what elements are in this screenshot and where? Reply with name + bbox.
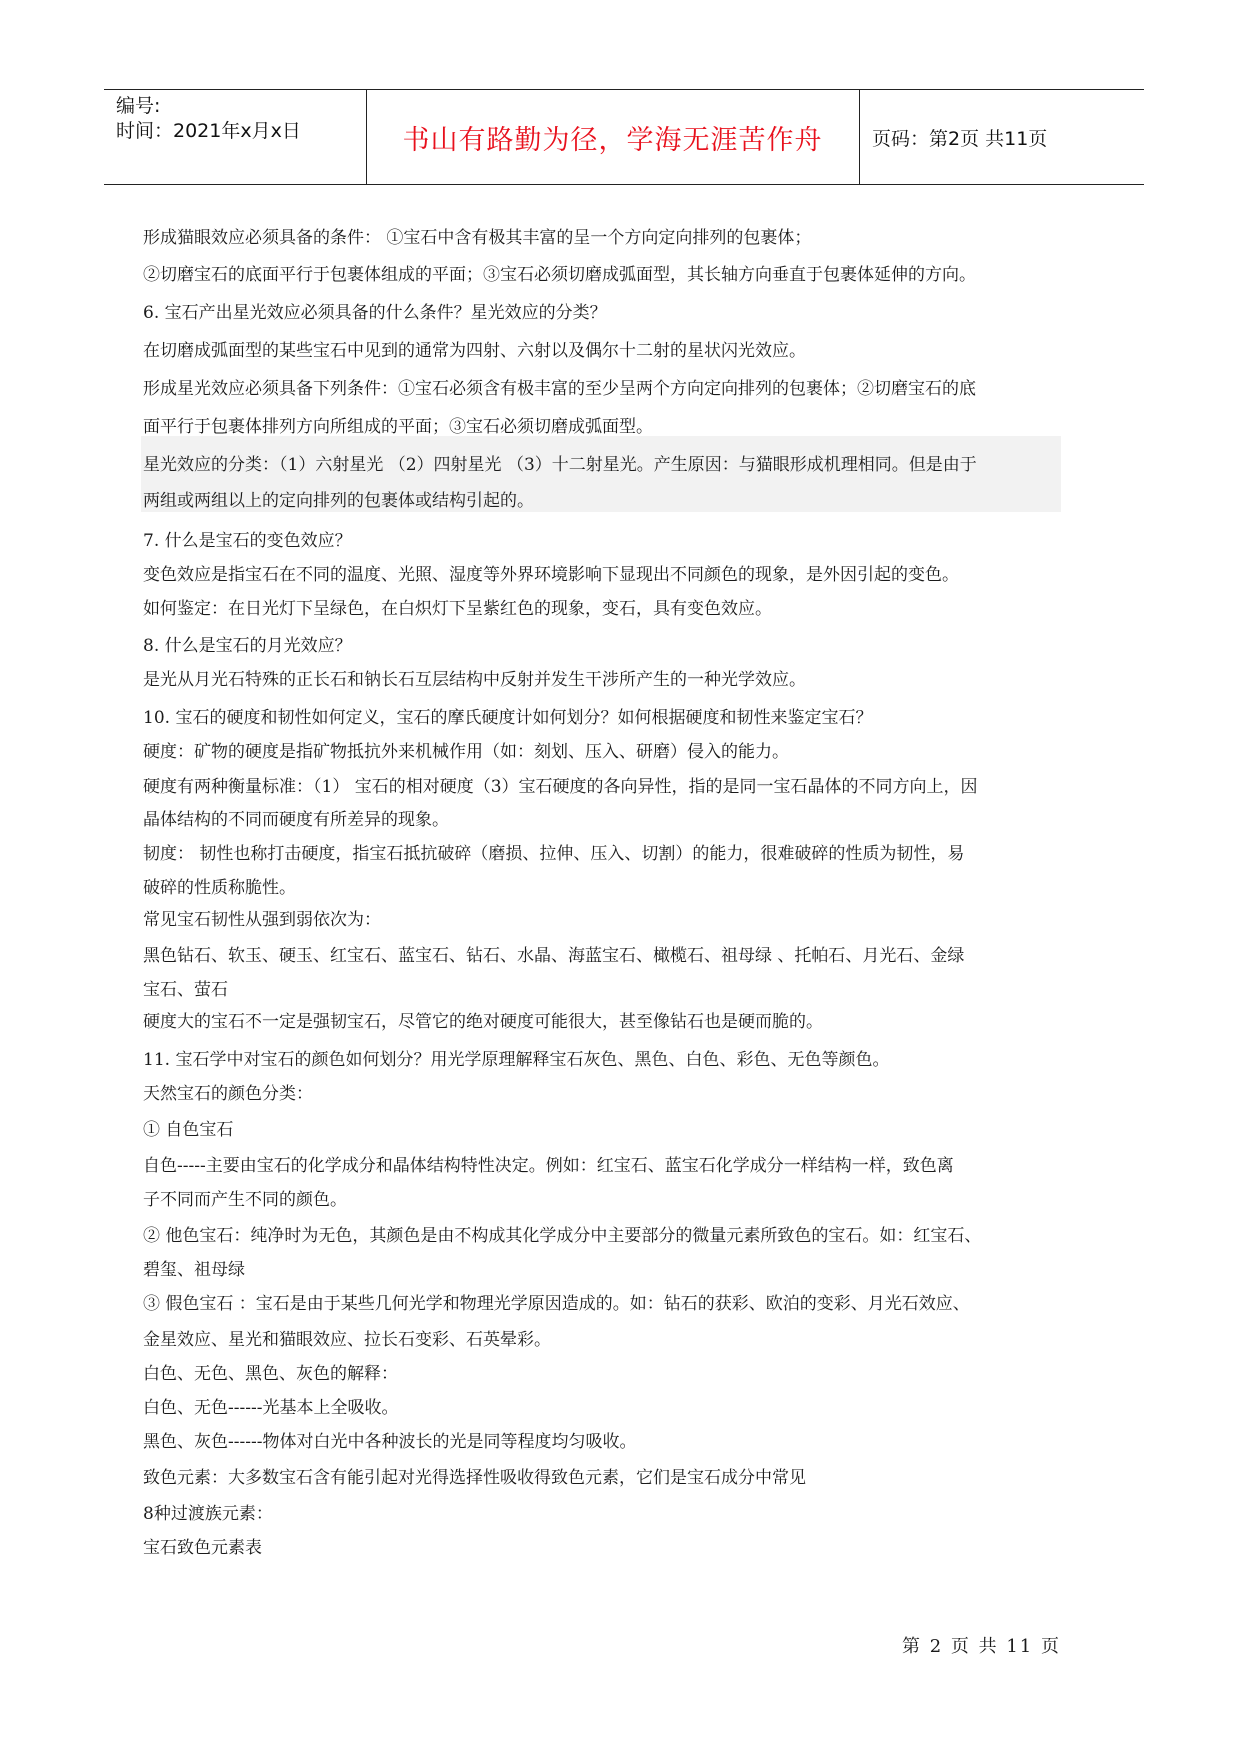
text-line: 11. 宝石学中对宝石的颜色如何划分？用光学原理解释宝石灰色、黑色、白色、彩色、无色等颜色。 bbox=[143, 1050, 890, 1070]
text-line: ② 他色宝石：纯净时为无色，其颜色是由不构成其化学成分中主要部分的微量元素所致色的宝石。如：红宝石、 bbox=[143, 1226, 982, 1246]
text-line: 子不同而产生不同的颜色。 bbox=[143, 1190, 347, 1210]
page-header bbox=[104, 89, 1144, 185]
text-line: 黑色、灰色------物体对白光中各种波长的光是同等程度均匀吸收。 bbox=[143, 1432, 637, 1452]
text-line: 7. 什么是宝石的变色效应？ bbox=[143, 531, 352, 551]
text-line: 晶体结构的不同而硬度有所差异的现象。 bbox=[143, 810, 449, 830]
text-line: 韧度： 韧性也称打击硬度，指宝石抵抗破碎（磨损、拉伸、压入、切割）的能力，很难破碎的性质为韧性，易 bbox=[143, 844, 965, 864]
text-line: 自色-----主要由宝石的化学成分和晶体结构特性决定。例如：红宝石、蓝宝石化学成分一样结构一样，致色离 bbox=[143, 1156, 954, 1176]
text-line: 如何鉴定：在日光灯下呈绿色，在白炽灯下呈紫红色的现象，变石，具有变色效应。 bbox=[143, 599, 772, 619]
header-number-label: 编号: bbox=[116, 95, 161, 117]
text-line: 白色、无色------光基本上全吸收。 bbox=[143, 1398, 399, 1418]
text-line: 星光效应的分类：（1）六射星光 （2）四射星光 （3）十二射星光。产生原因：与猫眼形成机理相同。但是由于 bbox=[143, 455, 977, 475]
text-line: 黑色钻石、软玉、硬玉、红宝石、蓝宝石、钻石、水晶、海蓝宝石、橄榄石、祖母绿 、托帕石、月光石、金绿 bbox=[143, 946, 965, 966]
text-line: 硬度大的宝石不一定是强韧宝石，尽管它的绝对硬度可能很大，甚至像钻石也是硬而脆的。 bbox=[143, 1012, 823, 1032]
text-line: 6. 宝石产出星光效应必须具备的什么条件？星光效应的分类？ bbox=[143, 303, 607, 323]
text-line: 是光从月光石特殊的正长石和钠长石互层结构中反射并发生干涉所产生的一种光学效应。 bbox=[143, 670, 806, 690]
text-line: 变色效应是指宝石在不同的温度、光照、湿度等外界环境影响下显现出不同颜色的现象，是外因引起的变色。 bbox=[143, 565, 959, 585]
text-line: ③ 假色宝石 ：宝石是由于某些几何光学和物理光学原因造成的。如：钻石的获彩、欧泊的变彩、月光石效应、 bbox=[143, 1294, 970, 1314]
text-line: 破碎的性质称脆性。 bbox=[143, 878, 296, 898]
header-motto: 书山有路勤为径，学海无涯苦作舟 bbox=[402, 124, 823, 156]
text-line: 形成星光效应必须具备下列条件：①宝石必须含有极丰富的至少呈两个方向定向排列的包裹体；②切磨宝石的底 bbox=[143, 379, 976, 399]
page-footer: 第 2 页 共 11 页 bbox=[902, 1636, 1061, 1657]
text-line: 硬度：矿物的硬度是指矿物抵抗外来机械作用（如：刻划、压入、研磨）侵入的能力。 bbox=[143, 742, 789, 762]
header-left-block bbox=[116, 94, 301, 144]
text-line: 碧玺、祖母绿 bbox=[143, 1260, 245, 1280]
text-line: 面平行于包裹体排列方向所组成的平面；③宝石必须切磨成弧面型。 bbox=[143, 417, 653, 437]
header-divider bbox=[859, 90, 860, 184]
text-line: 宝石致色元素表 bbox=[143, 1538, 262, 1558]
header-page-label: 页码：第2页 共11页 bbox=[872, 127, 1048, 150]
text-line: 天然宝石的颜色分类： bbox=[143, 1084, 313, 1104]
text-line: 金星效应、星光和猫眼效应、拉长石变彩、石英晕彩。 bbox=[143, 1330, 551, 1350]
text-line: 致色元素：大多数宝石含有能引起对光得选择性吸收得致色元素，它们是宝石成分中常见 bbox=[143, 1468, 806, 1488]
text-line: 8种过渡族元素： bbox=[143, 1504, 273, 1524]
text-line: 在切磨成弧面型的某些宝石中见到的通常为四射、六射以及偶尔十二射的星状闪光效应。 bbox=[143, 341, 806, 361]
text-line: 白色、无色、黑色、灰色的解释： bbox=[143, 1364, 398, 1384]
text-line: ① 自色宝石 bbox=[143, 1120, 234, 1140]
header-time-label: 时间：2021年x月x日 bbox=[116, 120, 301, 142]
text-line: 硬度有两种衡量标准：（1） 宝石的相对硬度（3）宝石硬度的各向异性，指的是同一宝石晶体的不同方向上，因 bbox=[143, 777, 978, 797]
text-line: 宝石、萤石 bbox=[143, 980, 228, 1000]
text-line: 8. 什么是宝石的月光效应？ bbox=[143, 636, 352, 656]
text-line: 常见宝石韧性从强到弱依次为： bbox=[143, 910, 381, 930]
text-line: ②切磨宝石的底面平行于包裹体组成的平面；③宝石必须切磨成弧面型，其长轴方向垂直于包裹体延伸的方向。 bbox=[143, 265, 976, 285]
text-line: 10. 宝石的硬度和韧性如何定义，宝石的摩氏硬度计如何划分？如何根据硬度和韧性来鉴定宝石？ bbox=[143, 708, 873, 728]
text-line: 两组或两组以上的定向排列的包裹体或结构引起的。 bbox=[143, 491, 534, 511]
text-line: 形成猫眼效应必须具备的条件： ①宝石中含有极其丰富的呈一个方向定向排列的包裹体； bbox=[143, 228, 812, 248]
